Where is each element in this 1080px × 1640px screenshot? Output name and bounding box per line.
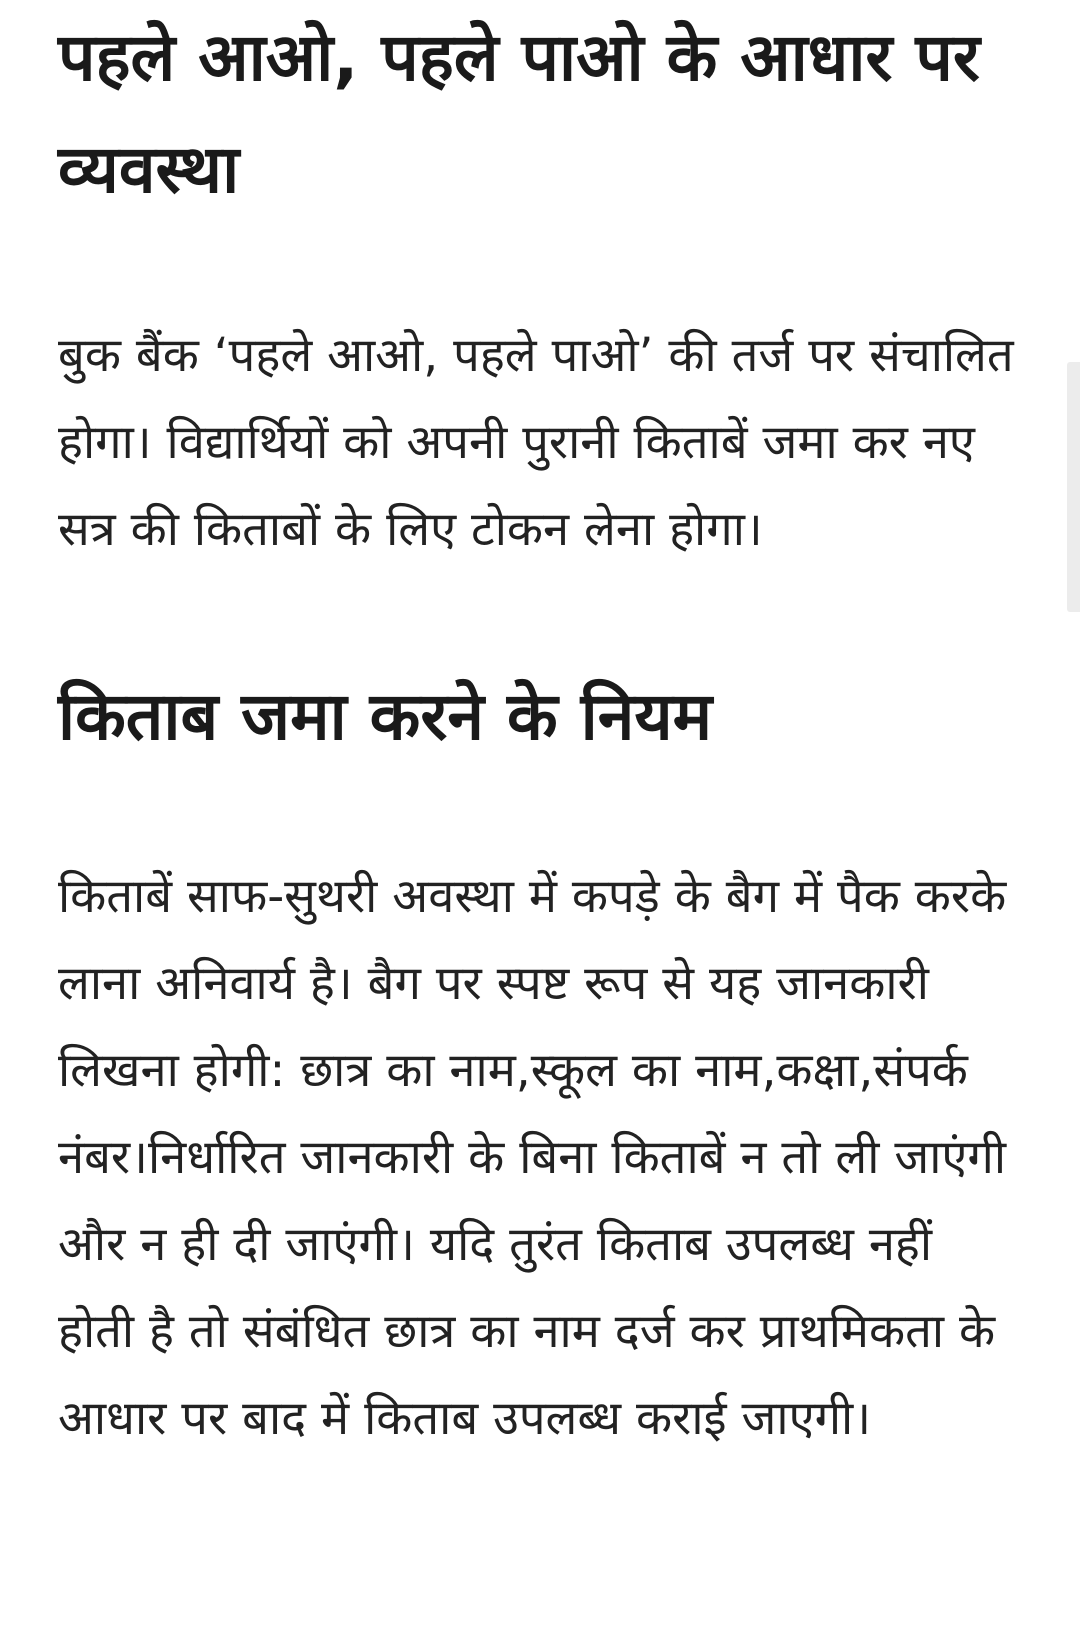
paragraph-book-bank-arrangement: बुक बैंक ‘पहले आओ, पहले पाओ’ की तर्ज पर संचालित होगा। विद्यार्थियों को अपनी पुरानी किताबें जमा कर नए सत्र की किताबों के लिए टोकन लेना होगा। [58, 328, 1014, 557]
article-body [58, 0, 1018, 1462]
section-heading-deposit-rules: किताब जमा करने के नियम [58, 678, 713, 755]
section-heading-first-come-first-serve: पहले आओ, पहले पाओ के आधार पर व्यवस्था [58, 19, 980, 208]
scrollbar-thumb[interactable] [1067, 362, 1080, 612]
paragraph-deposit-rules: किताबें साफ-सुथरी अवस्था में कपड़े के बैग में पैक करके लाना अनिवार्य है। बैग पर स्पष्ट रूप से यह जानकारी लिखना होगी: छात्र का नाम,स्कूल का नाम,कक्षा,संपर्क नंबर।निर्धारित जानकारी के बिना किताबें न तो ली जाएंगी और न ही दी जाएंगी। यदि तुरंत किताब उपलब्ध नहीं होती है तो संबंधित छात्र का नाम दर्ज कर प्राथमिकता के आधार पर बाद में किताब उपलब्ध कराई जाएगी। [58, 869, 1007, 1446]
